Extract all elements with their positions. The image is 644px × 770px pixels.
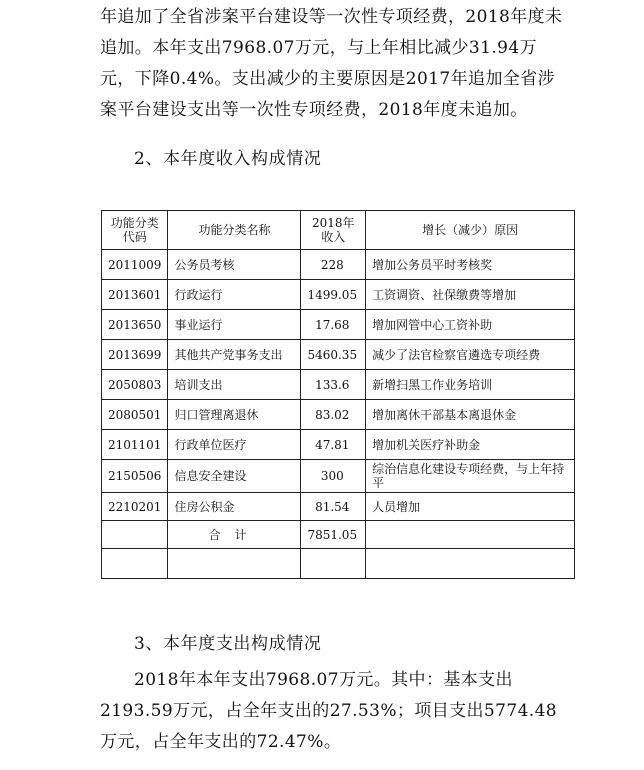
total-label: 合计 — [168, 521, 301, 549]
row-code: 2150506 — [102, 460, 168, 493]
row-reason: 增加公务员平时考核奖 — [366, 250, 575, 280]
row-reason: 工资调资、社保缴费等增加 — [366, 280, 575, 310]
table-row — [102, 400, 575, 430]
header-reason: 增长（减少）原因 — [366, 211, 575, 250]
row-amount: 83.02 — [301, 400, 366, 430]
table-blank-row — [102, 549, 575, 579]
table-row — [102, 370, 575, 400]
row-amount: 5460.35 — [301, 340, 366, 370]
row-reason: 减少了法官检察官遴选专项经费 — [366, 340, 575, 370]
row-amount: 47.81 — [301, 430, 366, 460]
section-2-heading: 2、本年度收入构成情况 — [134, 149, 322, 169]
blank-cell — [168, 549, 301, 579]
header-code: 功能分类代码 — [102, 211, 168, 250]
total-empty-cell — [366, 521, 575, 549]
row-reason: 新增扫黑工作业务培训 — [366, 370, 575, 400]
intro-paragraph: 年追加了全省涉案平台建设等一次性专项经费，2018年度未追加。本年支出7968.07万元，与上年相比减少31.94万元，下降0.4%。支出减少的主要原因是2017年追加全省涉案平台建设支出等一次性专项经费，2018年度未追加。 — [100, 7, 563, 120]
table-row — [102, 493, 575, 521]
row-amount: 1499.05 — [301, 280, 366, 310]
row-reason: 综治信息化建设专项经费，与上年持平 — [366, 460, 575, 493]
blank-cell — [102, 549, 168, 579]
row-amount: 133.6 — [301, 370, 366, 400]
total-amount: 7851.05 — [301, 521, 366, 549]
row-code: 2050803 — [102, 370, 168, 400]
row-code: 2101101 — [102, 430, 168, 460]
header-name: 功能分类名称 — [168, 211, 301, 250]
row-name: 行政单位医疗 — [168, 430, 301, 460]
blank-cell — [301, 549, 366, 579]
table-row — [102, 250, 575, 280]
row-name: 事业运行 — [168, 310, 301, 340]
table-row — [102, 280, 575, 310]
header-amount: 2018年收入 — [301, 211, 366, 250]
row-code: 2011009 — [102, 250, 168, 280]
section-3-paragraph: 2018年本年支出7968.07万元。其中：基本支出2193.59万元，占全年支出的27.53%；项目支出5774.48万元，占全年支出的72.47%。 — [100, 670, 558, 752]
row-name: 公务员考核 — [168, 250, 301, 280]
blank-cell — [366, 549, 575, 579]
row-reason: 增加离休干部基本离退休金 — [366, 400, 575, 430]
row-amount: 300 — [301, 460, 366, 493]
row-reason: 增加机关医疗补助金 — [366, 430, 575, 460]
row-name: 培训支出 — [168, 370, 301, 400]
table-row — [102, 430, 575, 460]
row-name: 其他共产党事务支出 — [168, 340, 301, 370]
row-name: 归口管理离退休 — [168, 400, 301, 430]
row-name: 信息安全建设 — [168, 460, 301, 493]
table-row — [102, 340, 575, 370]
total-empty-cell — [102, 521, 168, 549]
row-reason: 增加网管中心工资补助 — [366, 310, 575, 340]
table-row — [102, 310, 575, 340]
row-code: 2013699 — [102, 340, 168, 370]
income-table — [101, 210, 575, 579]
row-name: 行政运行 — [168, 280, 301, 310]
row-reason: 人员增加 — [366, 493, 575, 521]
section-3-heading: 3、本年度支出构成情况 — [134, 634, 322, 654]
row-code: 2080501 — [102, 400, 168, 430]
row-code: 2013650 — [102, 310, 168, 340]
row-amount: 228 — [301, 250, 366, 280]
row-code: 2210201 — [102, 493, 168, 521]
table-header-row — [102, 211, 575, 250]
table-total-row — [102, 521, 575, 549]
table-row — [102, 460, 575, 493]
row-amount: 81.54 — [301, 493, 366, 521]
row-name: 住房公积金 — [168, 493, 301, 521]
row-code: 2013601 — [102, 280, 168, 310]
row-amount: 17.68 — [301, 310, 366, 340]
